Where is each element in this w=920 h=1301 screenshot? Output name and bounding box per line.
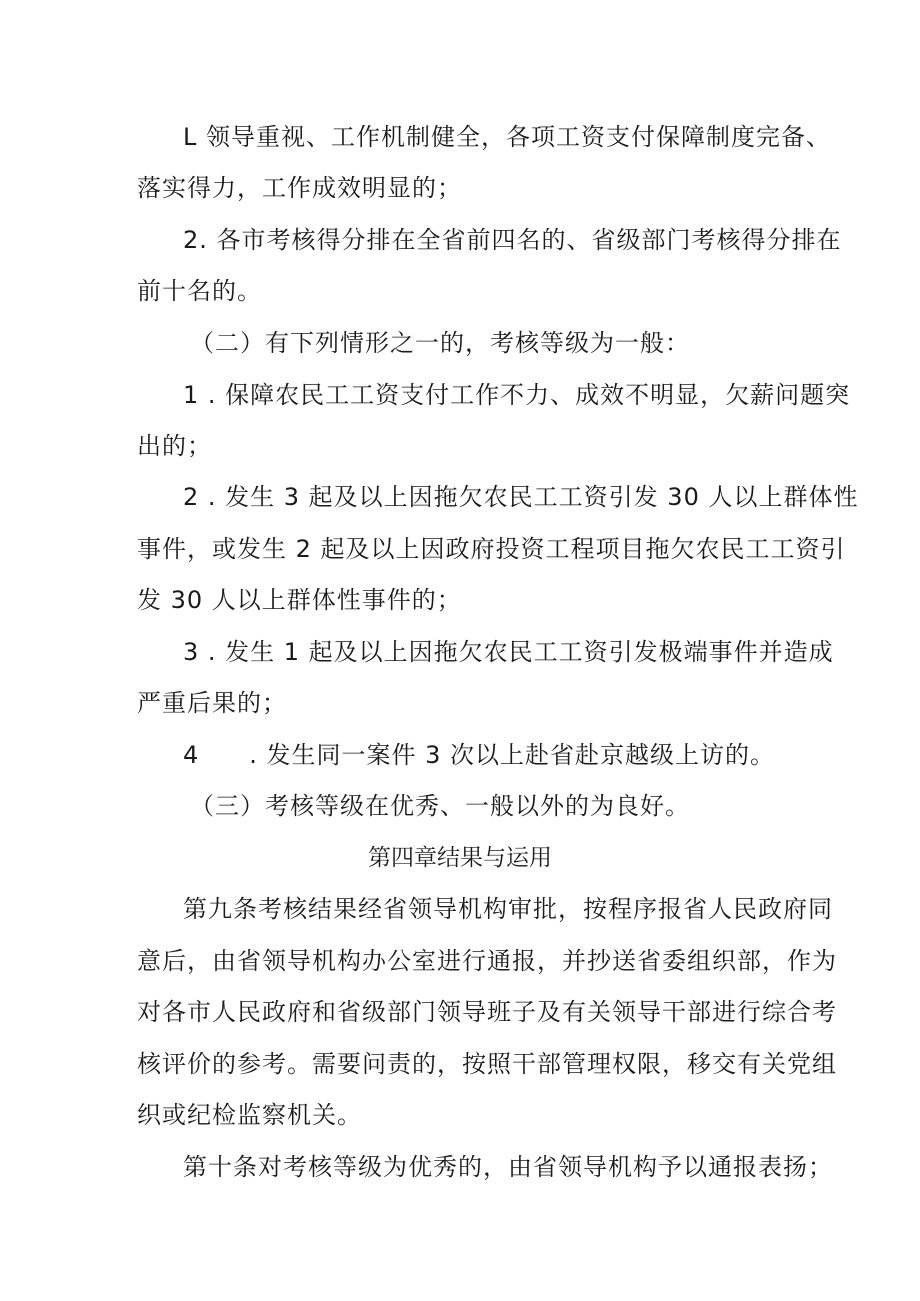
paragraph-line: 前十名的。: [137, 277, 262, 305]
paragraph-line: 织或纪检监察机关。: [137, 1101, 362, 1129]
paragraph-line: 发 30 人以上群体性事件的；: [137, 586, 462, 614]
paragraph-line: 核评价的参考。需要问责的，按照干部管理权限，移交有关党组: [137, 1050, 837, 1078]
paragraph-line: 事件，或发生 2 起及以上因政府投资工程项目拖欠农民工工资引: [137, 535, 846, 563]
paragraph-line: 2 . 发生 3 起及以上因拖欠农民工工资引发 30 人以上群体性: [183, 483, 859, 511]
paragraph-line: 第十条对考核等级为优秀的，由省领导机构予以通报表扬；: [183, 1153, 833, 1181]
paragraph-line: 对各市人民政府和省级部门领导班子及有关领导干部进行综合考: [137, 998, 837, 1026]
paragraph-line: 严重后果的；: [137, 689, 287, 717]
section-heading: （三）考核等级在优秀、一般以外的为良好。: [190, 792, 690, 820]
paragraph-line: 意后，由省领导机构办公室进行通报，并抄送省委组织部，作为: [137, 947, 837, 975]
chapter-title: 第四章结果与运用: [368, 845, 552, 871]
paragraph-line: 3 . 发生 1 起及以上因拖欠农民工工资引发极端事件并造成: [183, 638, 834, 666]
paragraph-line: 4 . 发生同一案件 3 次以上赴省赴京越级上访的。: [183, 741, 776, 769]
paragraph-line: L 领导重视、工作机制健全，各项工资支付保障制度完备、: [183, 123, 831, 151]
paragraph-line: 第九条考核结果经省领导机构审批，按程序报省人民政府同: [183, 895, 833, 923]
section-heading: （二）有下列情形之一的，考核等级为一般：: [190, 329, 690, 357]
paragraph-line: 落实得力，工作成效明显的；: [137, 174, 462, 202]
paragraph-line: 出的；: [137, 432, 212, 460]
paragraph-line: 1 . 保障农民工工资支付工作不力、成效不明显，欠薪问题突: [183, 381, 851, 409]
paragraph-line: 2. 各市考核得分排在全省前四名的、省级部门考核得分排在: [183, 226, 842, 254]
